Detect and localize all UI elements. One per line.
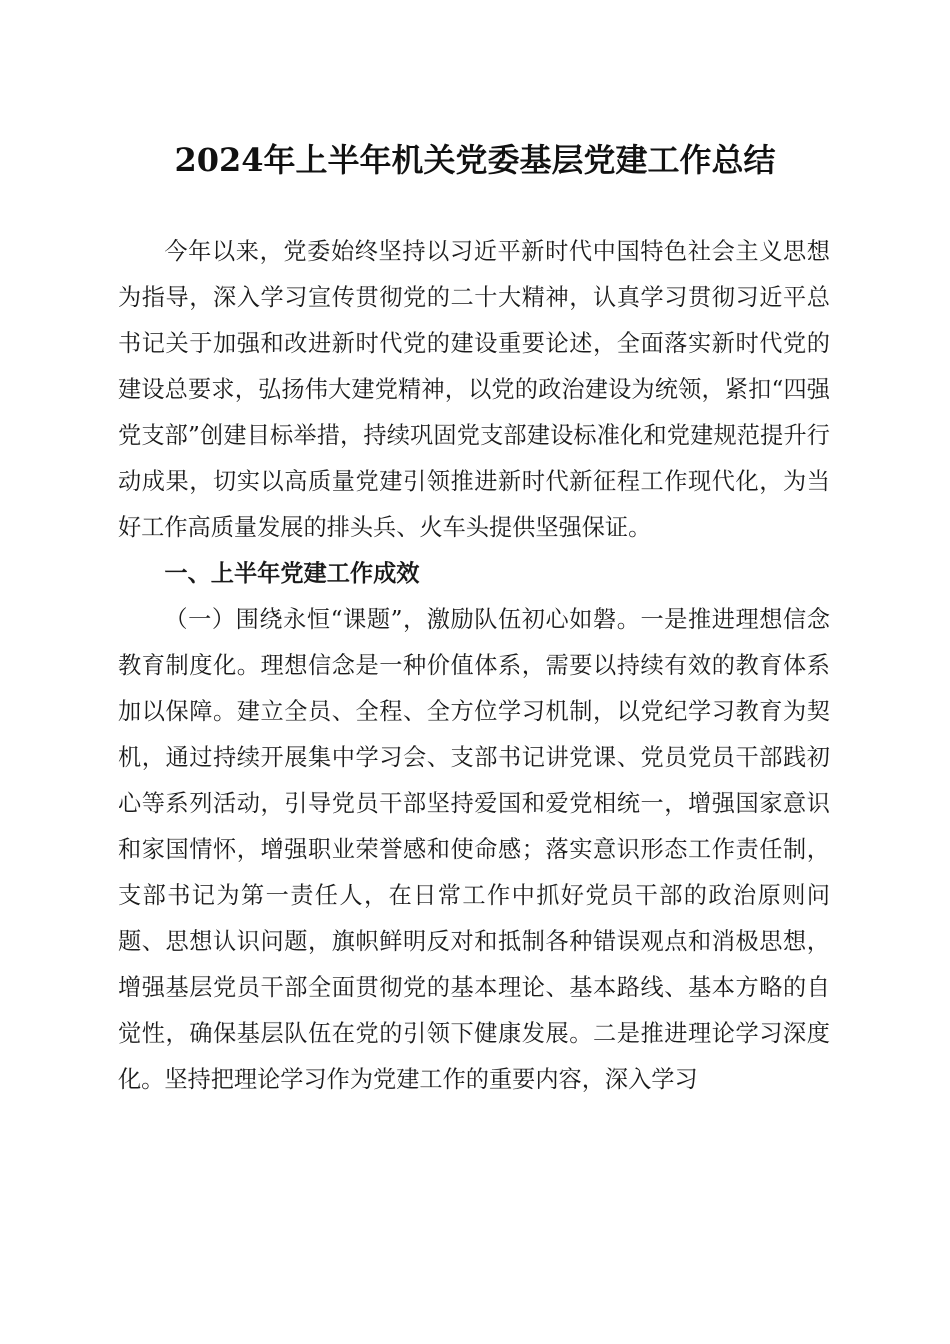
document-body xyxy=(118,229,830,1103)
section-heading-1: 一、上半年党建工作成效 xyxy=(164,560,420,587)
document-title: 2024年上半年机关党委基层党建工作总结 xyxy=(174,141,776,179)
section-1-paragraph-1: （一）围绕永恒“课题”，激励队伍初心如磐。一是推进理想信念教育制度化。理想信念是一种价值体系，需要以持续有效的教育体系加以保障。建立全员、全程、全方位学习机制，以党纪学习教育为契机，通过持续开展集中学习会、支部书记讲党课、党员党员干部践初心等系列活动，引导党员干部坚持爱国和爱党相统一，增强国家意识和家国情怀，增强职业荣誉感和使命感；落实意识形态工作责任制，支部书记为第一责任人，在日常工作中抓好党员干部的政治原则问题、思想认识问题，旗帜鲜明反对和抵制各种错误观点和消极思想，增强基层党员干部全面贯彻党的基本理论、基本路线、基本方略的自觉性，确保基层队伍在党的引领下健康发展。二是推进理论学习深度化。坚持把理论学习作为党建工作的重要内容，深入学习 xyxy=(118,606,830,1093)
intro-paragraph: 今年以来，党委始终坚持以习近平新时代中国特色社会主义思想为指导，深入学习宣传贯彻党的二十大精神，认真学习贯彻习近平总书记关于加强和改进新时代党的建设重要论述，全面落实新时代党的建设总要求，弘扬伟大建党精神，以党的政治建设为统领，紧扣“四强党支部”创建目标举措，持续巩固党支部建设标准化和党建规范提升行动成果，切实以高质量党建引领推进新时代新征程工作现代化，为当好工作高质量发展的排头兵、火车头提供坚强保证。 xyxy=(118,238,830,541)
